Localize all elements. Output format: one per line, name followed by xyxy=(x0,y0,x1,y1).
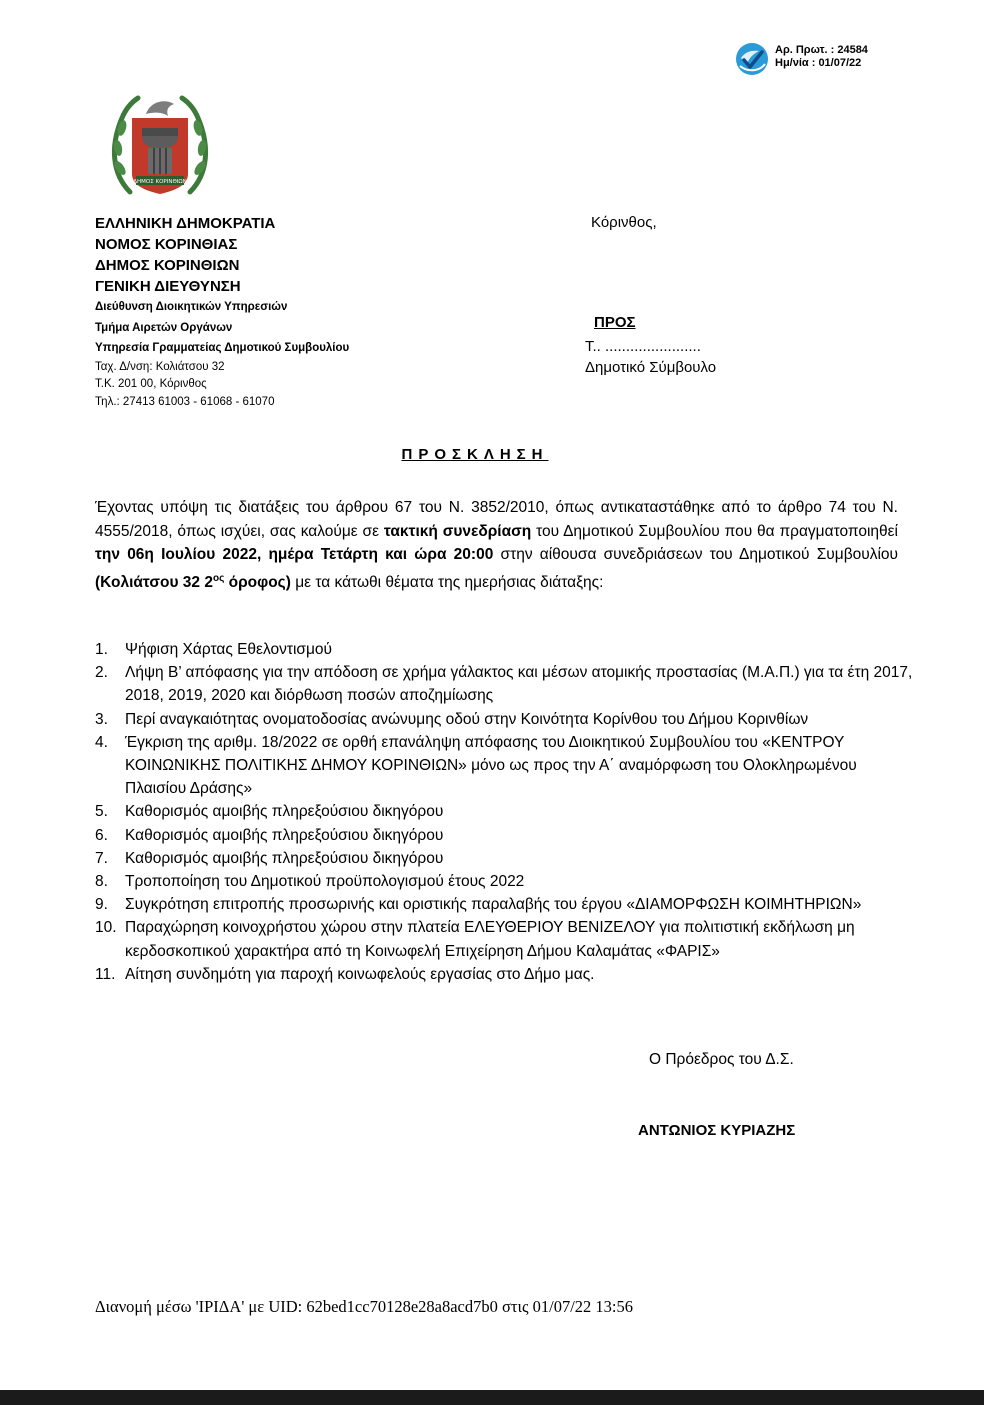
intro-location xyxy=(95,574,291,591)
agenda-item-number: 3. xyxy=(95,710,108,728)
agenda-item-number: 6. xyxy=(95,826,108,844)
header-prefecture: ΝΟΜΟΣ ΚΟΡΙΝΘΙΑΣ xyxy=(95,236,238,253)
agenda-item-text: Καθορισμός αμοιβής πληρεξούσιου δικηγόρου xyxy=(125,849,444,867)
agenda-item-text: Λήψη Β’ απόφασης για την απόδοση σε χρήμα γάλακτος και μέσων ατομικής προστασίας (Μ.Α.Π.) για τα έτη 2017, 2018, 2019, 2020 και διόρθωση ποσών αποζημίωσης xyxy=(125,664,913,705)
city-date: Κόρινθος, xyxy=(591,214,657,231)
recipient-role: Δημοτικό Σύμβουλο xyxy=(585,359,717,376)
agenda-item-text: Καθορισμός αμοιβής πληρεξούσιου δικηγόρου xyxy=(125,826,444,844)
header-address: Ταχ. Δ/νση: Κολιάτσου 32 xyxy=(95,360,225,373)
agenda-item xyxy=(95,847,913,870)
header-department: Τμήμα Αιρετών Οργάνων xyxy=(95,321,233,334)
agenda-item xyxy=(95,800,913,823)
agenda-item-text: Συγκρότηση επιτροπής προσωρινής και οριστικής παραλαβής του έργου «ΔΙΑΜΟΡΦΩΣΗ ΚΟΙΜΗΤΗΡΙΩΝ» xyxy=(125,896,862,914)
agenda-item-number: 11. xyxy=(95,965,116,983)
agenda-item-number: 2. xyxy=(95,664,108,682)
header-republic: ΕΛΛΗΝΙΚΗ ΔΗΜΟΚΡΑΤΙΑ xyxy=(95,215,276,232)
agenda-list xyxy=(95,638,913,986)
agenda-item-text: Καθορισμός αμοιβής πληρεξούσιου δικηγόρου xyxy=(125,803,444,821)
agenda-item xyxy=(95,893,913,916)
agenda-item-text: Έγκριση της αριθμ. 18/2022 σε ορθή επανάληψη απόφασης του Διοικητικού Συμβουλίου του «ΚΕΝΤΡΟΥ ΚΟΙΝΩΝΙΚΗΣ ΠΟΛΙΤΙΚΗΣ ΔΗΜΟΥ ΚΟΡΙΝΘΙΩΝ» μόνο ως προς την Α΄ αναμόρφωση του Ολοκληρωμένου Πλαισίου Δράσης» xyxy=(125,733,857,798)
agenda-item xyxy=(95,731,913,801)
agenda-item-number: 9. xyxy=(95,896,108,914)
agenda-item-number: 1. xyxy=(95,641,108,658)
logo-banner-text: ΔΗΜΟΣ ΚΟΡΙΝΘΙΩΝ xyxy=(133,179,187,185)
protocol-number: Αρ. Πρωτ. : 24584 xyxy=(775,44,868,56)
intro-paragraph xyxy=(95,496,898,594)
agenda-item-text: Τροποποίηση του Δημοτικού προϋπολογισμού έτους 2022 xyxy=(125,873,525,891)
intro-meeting-date: την 06η Ιουλίου 2022, ημέρα Τετάρτη και ώρα 20:00 xyxy=(95,546,494,563)
agenda-item-number: 8. xyxy=(95,873,108,891)
agenda-item xyxy=(95,638,913,661)
intro-text-3: στην αίθουσα συνεδριάσεων του Δημοτικού Συμβουλίου xyxy=(493,546,898,563)
protocol-date: Ημ/νία : 01/07/22 xyxy=(775,57,862,69)
agenda-item xyxy=(95,708,913,731)
header-general-directorate: ΓΕΝΙΚΗ ΔΙΕΥΘΥΝΣΗ xyxy=(95,278,241,295)
intro-location-sup: ος xyxy=(212,572,225,584)
header-postcode: Τ.Κ. 201 00, Κόρινθος xyxy=(95,378,207,390)
agenda-item xyxy=(95,824,913,847)
signatory-name: ΑΝΤΩΝΙΟΣ ΚΥΡΙΑΖΗΣ xyxy=(638,1122,796,1139)
agenda-item-number: 10. xyxy=(95,919,117,937)
intro-meeting-type: τακτική συνεδρίαση xyxy=(383,522,532,540)
intro-text-1: Έχοντας υπόψη τις διατάξεις του άρθρου 67 του Ν. 3852/2010, όπως αντικαταστάθηκε από το άρθρο 74 του Ν. 4555/2018, όπως ισχύει, σας καλούμε σε xyxy=(95,499,898,540)
agenda-item xyxy=(95,963,913,986)
agenda-item-text: Περί αναγκαιότητας ονοματοδοσίας ανώνυμης οδού στην Κοινότητα Κορίνθου του Δήμου Κορινθίων xyxy=(125,710,809,728)
agenda-item-number: 5. xyxy=(95,803,108,821)
agenda-item xyxy=(95,870,913,893)
municipality-logo xyxy=(108,88,212,200)
intro-location-a: (Κολιάτσου 32 2 xyxy=(95,573,213,591)
bottom-border xyxy=(0,1390,984,1405)
agenda-item-number: 4. xyxy=(95,733,108,751)
agenda-item-text: Ψήφιση Χάρτας Εθελοντισμού xyxy=(125,641,333,658)
agenda-item xyxy=(95,661,913,707)
recipient-label: ΠΡΟΣ xyxy=(594,314,636,331)
iris-check-icon xyxy=(735,42,769,76)
document-title: ΠΡΟΣΚΛΗΣΗ xyxy=(401,446,549,463)
agenda-item-text: Αίτηση συνδημότη για παροχή κοινωφελούς εργασίας στο Δήμο μας. xyxy=(125,965,595,983)
header-municipality: ΔΗΜΟΣ ΚΟΡΙΝΘΙΩΝ xyxy=(95,257,240,274)
intro-text-2: του Δημοτικού Συμβουλίου που θα πραγματοποιηθεί xyxy=(531,522,899,540)
intro-location-b: όροφος) xyxy=(224,573,291,591)
header-directorate: Διεύθυνση Διοικητικών Υπηρεσιών xyxy=(95,301,288,313)
recipient xyxy=(585,336,716,378)
distribution-footer: Διανομή μέσω 'ΙΡΙΔΑ' με UID: 62bed1cc70128e28a8acd7b0 στις 01/07/22 13:56 xyxy=(95,1297,633,1316)
intro-text-4: με τα κάτωθι θέματα της ημερήσιας διάταξης: xyxy=(290,573,604,591)
header-service: Υπηρεσία Γραμματείας Δημοτικού Συμβουλίου xyxy=(95,342,350,354)
president-title: Ο Πρόεδρος του Δ.Σ. xyxy=(649,1051,794,1068)
agenda-item-text: Παραχώρηση κοινοχρήστου χώρου στην πλατεία ΕΛΕΥΘΕΡΙΟΥ ΒΕΝΙΖΕΛΟΥ για πολιτιστική εκδήλωση μη κερδοσκοπικού χαρακτήρα από τη Κοινωφελή Επιχείρηση Δήμου Καλαμάτας «ΦΑΡΙΣ» xyxy=(125,919,855,960)
agenda-item xyxy=(95,916,913,962)
letterhead xyxy=(95,213,349,411)
agenda-item-number: 7. xyxy=(95,849,108,867)
recipient-name-line: Τ.. ....................... xyxy=(585,338,701,355)
header-phone: Τηλ.: 27413 61003 - 61068 - 61070 xyxy=(95,395,275,408)
protocol-stamp xyxy=(735,42,895,82)
